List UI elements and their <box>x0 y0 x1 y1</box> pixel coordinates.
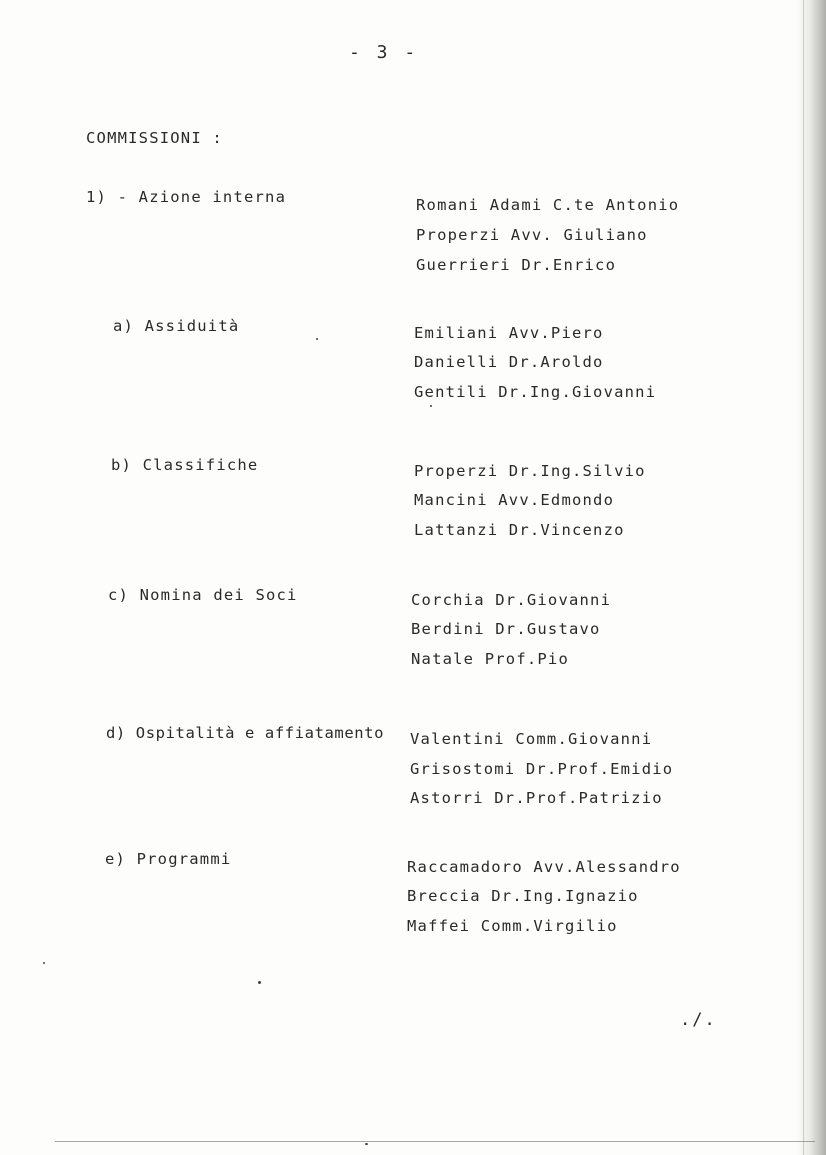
member-name: Astorri Dr.Prof.Patrizio <box>410 789 663 807</box>
member-name: Properzi Dr.Ing.Silvio <box>414 462 646 480</box>
member-name: Raccamadoro Avv.Alessandro <box>407 858 681 876</box>
member-name: Mancini Avv.Edmondo <box>414 491 615 509</box>
commission-label-nomina-soci: c) Nomina dei Soci <box>108 586 298 604</box>
continuation-mark: ./. <box>680 1010 717 1030</box>
member-name: Corchia Dr.Giovanni <box>411 591 612 609</box>
member-name: Guerrieri Dr.Enrico <box>416 256 617 274</box>
scan-speck <box>43 962 45 964</box>
member-name: Berdini Dr.Gustavo <box>411 620 601 638</box>
member-name: Romani Adami C.te Antonio <box>416 196 680 214</box>
scan-speck <box>365 1143 368 1145</box>
commission-label-programmi: e) Programmi <box>105 850 232 868</box>
member-name: Valentini Comm.Giovanni <box>410 730 653 748</box>
commission-label-azione-interna: 1) - Azione interna <box>86 188 287 206</box>
page-bottom-edge <box>55 1141 815 1142</box>
commission-label-assiduita: a) Assiduità <box>113 317 240 335</box>
scan-edge-shadow <box>796 0 826 1155</box>
scan-edge-line <box>803 0 804 1155</box>
scan-speck <box>316 338 318 340</box>
commissions-heading: COMMISSIONI : <box>86 129 223 147</box>
member-name: Grisostomi Dr.Prof.Emidio <box>410 760 674 778</box>
commission-label-ospitalita: d) Ospitalità e affiatamento <box>106 724 385 742</box>
member-name: Breccia Dr.Ing.Ignazio <box>407 887 639 905</box>
page-number: - 3 - <box>349 42 419 63</box>
member-name: Danielli Dr.Aroldo <box>414 353 604 371</box>
member-name: Gentili Dr.Ing.Giovanni <box>414 383 657 401</box>
member-name: Lattanzi Dr.Vincenzo <box>414 521 625 539</box>
scan-speck <box>430 405 432 407</box>
commission-label-classifiche: b) Classifiche <box>111 456 259 474</box>
member-name: Properzi Avv. Giuliano <box>416 226 648 244</box>
member-name: Natale Prof.Pio <box>411 650 569 668</box>
member-name: Maffei Comm.Virgilio <box>407 917 618 935</box>
member-name: Emiliani Avv.Piero <box>414 324 604 342</box>
scan-speck <box>258 981 261 984</box>
